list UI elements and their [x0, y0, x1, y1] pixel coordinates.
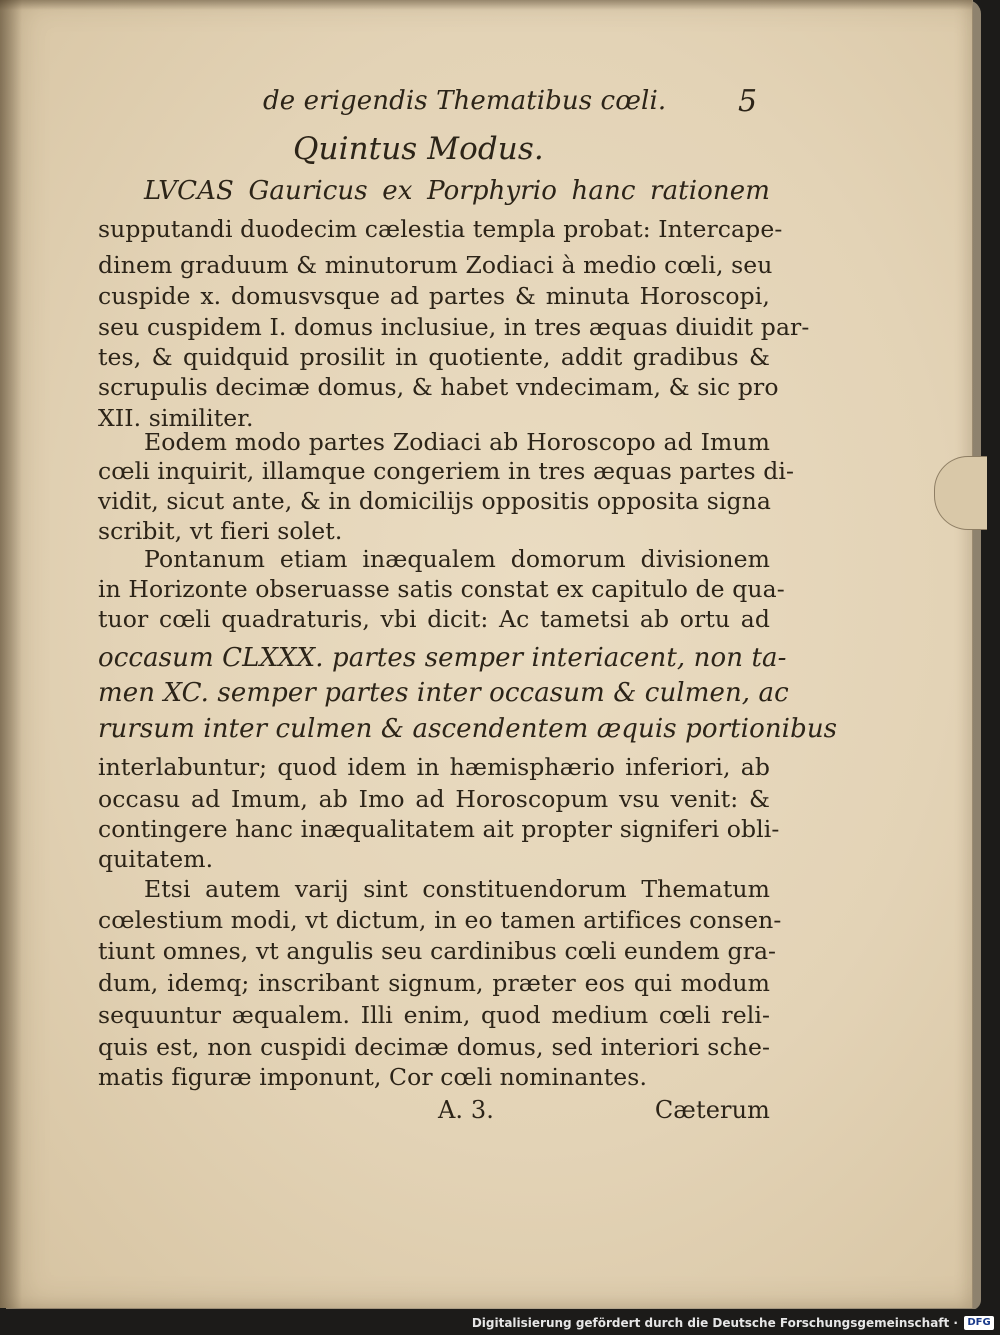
book-clasp-tab: [934, 456, 987, 530]
text-line: occasu ad Imum, ab Imo ad Horoscopum vsu venit: &: [98, 785, 770, 813]
page-gutter-shadow: [0, 0, 22, 1308]
text-line: seu cuspidem I. domus inclusiue, in tres æquas diuidit par-: [98, 313, 810, 341]
text-line: LVCAS Gauricus ex Porphyrio hanc rationem: [144, 176, 770, 206]
text-line: supputandi duodecim cælestia templa probat: Intercape-: [98, 215, 783, 243]
text-line: rursum inter culmen & ascendentem æquis portionibus: [98, 714, 838, 744]
text-line: men XC. semper partes inter occasum & culmen, ac: [98, 678, 789, 708]
text-line: matis figuræ imponunt, Cor cœli nominantes.: [98, 1063, 648, 1091]
text-line: tes, & quidquid prosilit in quotiente, addit gradibus &: [98, 343, 770, 371]
funding-text: Digitalisierung gefördert durch die Deutsche Forschungsgemeinschaft ·: [471, 1316, 958, 1330]
text-line: sequuntur æqualem. Illi enim, quod medium cœli reli-: [98, 1001, 770, 1029]
text-line: cuspide x. domusvsque ad partes & minuta Horoscopi,: [98, 282, 770, 310]
page-top-shadow: [0, 0, 972, 10]
text-line: tiunt omnes, vt angulis seu cardinibus cœli eundem gra-: [98, 937, 777, 965]
page-number: 5: [738, 84, 758, 119]
dfg-logo: DFG: [964, 1316, 994, 1330]
text-line: scribit, vt fieri solet.: [98, 517, 343, 545]
text-line: quis est, non cuspidi decimæ domus, sed interiori sche-: [98, 1033, 770, 1061]
text-line: vidit, sicut ante, & in domicilijs oppositis opposita signa: [98, 487, 771, 515]
section-heading: Quintus Modus.: [293, 131, 544, 167]
page-footer: [98, 1096, 770, 1130]
text-line: scrupulis decimæ domus, & habet vndecimam, & sic pro: [98, 373, 779, 401]
running-head: de erigendis Thematibus cœli.: [263, 86, 667, 116]
text-line: quitatem.: [98, 845, 214, 873]
catchword: Cæterum: [654, 1096, 770, 1124]
text-line: XII. similiter.: [98, 404, 254, 432]
text-line: Etsi autem varij sint constituendorum Thematum: [144, 875, 770, 903]
funding-banner: [0, 1309, 1000, 1335]
signature-mark: A. 3.: [438, 1096, 494, 1124]
text-line: contingere hanc inæqualitatem ait propter signiferi obli-: [98, 815, 780, 843]
text-line: dum, idemq; inscribant signum, præter eos qui modum: [98, 969, 770, 997]
text-line: interlabuntur; quod idem in hæmisphærio inferiori, ab: [98, 753, 770, 781]
text-line: cœli inquirit, illamque congeriem in tres æquas partes di-: [98, 457, 795, 485]
text-line: Pontanum etiam inæqualem domorum divisionem: [144, 545, 770, 573]
text-line: dinem graduum & minutorum Zodiaci à medio cœli, seu: [98, 251, 773, 279]
text-line: cœlestium modi, vt dictum, in eo tamen artifices consen-: [98, 906, 782, 934]
text-line: tuor cœli quadraturis, vbi dicit: Ac tametsi ab ortu ad: [98, 605, 770, 633]
text-line: Eodem modo partes Zodiaci ab Horoscopo ad Imum: [144, 428, 770, 456]
text-line: occasum CLXXX. partes semper interiacent, non ta-: [98, 643, 787, 673]
text-line: in Horizonte obseruasse satis constat ex capitulo de qua-: [98, 575, 785, 603]
